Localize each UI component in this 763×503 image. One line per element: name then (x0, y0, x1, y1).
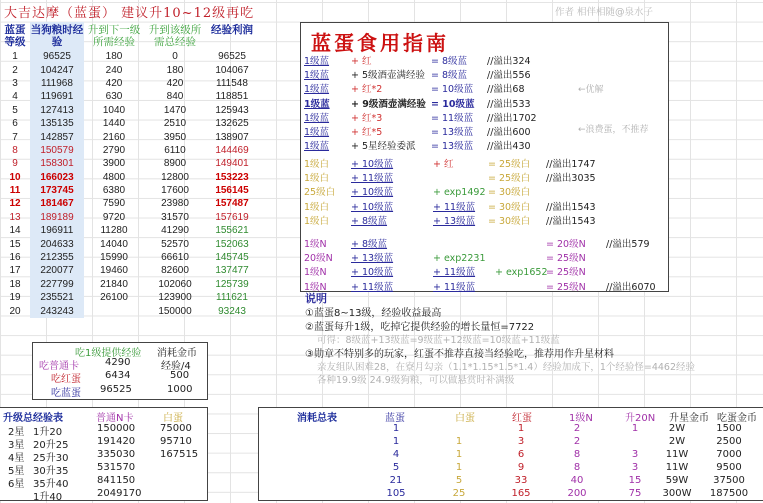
consume-red-cell: 1 (517, 423, 525, 434)
profit-cell: 156145 (215, 185, 249, 197)
guide-n-result: = 25级N (546, 253, 586, 265)
guide-blue-material: + 红*2 (351, 84, 383, 96)
guide-blue-material: + 红 (351, 56, 372, 67)
total-exp-cell: 41290 (161, 225, 189, 237)
consume-n1-cell: 2 (573, 423, 581, 434)
consume-white-cell: 1 (455, 436, 463, 447)
upgrade-n-exp: 335030 (97, 449, 136, 460)
consume-header-n1: 1级N (569, 413, 593, 424)
fodder-exp-cell: 235521 (30, 291, 84, 304)
coin-row-label: 吃普通卡 (39, 361, 79, 372)
consume-star-coin-cell: 11W (665, 462, 689, 473)
level-cell: 9 (12, 158, 18, 170)
profit-cell: 96525 (218, 51, 246, 63)
total-exp-cell: 1470 (163, 104, 187, 116)
guide-white-base: 1级白 (304, 201, 330, 213)
consume-header-star-coin: 升星金币 (669, 413, 709, 424)
consume-eat-coin-cell: 2500 (716, 436, 742, 447)
guide-blue-overflow: //溢出430 (487, 141, 531, 153)
guide-white-base: 1级白 (304, 159, 330, 170)
coin-row-label: 吃红蛋 (51, 374, 81, 385)
consume-header-eat-coin: 吃蛋金币 (717, 413, 757, 424)
coin-header-coin: 消耗金币 (157, 348, 197, 359)
guide-blue-material: + 红*5 (351, 127, 383, 138)
consume-star-coin-cell: 2W (668, 436, 686, 447)
guide-white-material-1: + 10级蓝 (351, 201, 394, 213)
upgrade-range: 20升25 (33, 440, 69, 451)
fodder-exp-cell: 104247 (30, 63, 84, 76)
consume-blue-cell: 105 (386, 488, 406, 499)
guide-blue-overflow: //溢出324 (487, 56, 531, 67)
next-exp-cell: 2790 (102, 144, 126, 156)
fodder-exp-cell: 135135 (30, 117, 84, 130)
consume-eat-coin-cell: 37500 (713, 475, 745, 486)
guide-white-material-2: + 11级蓝 (433, 201, 476, 213)
consume-n20-cell: 3 (631, 462, 639, 473)
guide-white-material-1: + 10级蓝 (351, 159, 394, 170)
upgrade-n-exp: 150000 (97, 423, 136, 434)
guide-n-result: = 25级N (546, 267, 586, 279)
guide-n-material-1: + 13级蓝 (351, 253, 394, 265)
total-exp-cell: 23980 (161, 198, 189, 210)
guide-blue-overflow: //溢出1702 (487, 112, 537, 124)
next-exp-cell: 11280 (100, 225, 128, 237)
consume-star-coin-cell: 11W (665, 449, 689, 460)
consume-blue-cell: 5 (392, 462, 400, 473)
upgrade-header-n: 普通N卡 (96, 413, 134, 424)
next-exp-cell: 14040 (100, 238, 128, 250)
level-cell: 10 (9, 171, 21, 183)
consume-n20-cell: 75 (628, 488, 642, 499)
level-cell: 11 (9, 185, 21, 197)
total-exp-cell: 3950 (163, 131, 187, 143)
guide-n-result: = 20级N (546, 239, 586, 250)
guide-n-material-1: + 8级蓝 (351, 239, 388, 250)
guide-title: 蓝蛋食用指南 (311, 31, 449, 55)
profit-cell: 157487 (215, 198, 249, 210)
explain-line-2b: 可得：8级蓝+13级蓝=9级蓝+12级蓝=10级蓝+11级蓝 (317, 335, 560, 346)
fodder-exp-cell: 204633 (30, 237, 84, 250)
total-exp-cell: 52570 (161, 238, 189, 250)
guide-n-base: 1级N (304, 267, 327, 279)
coin-row-exp: 4290 (105, 357, 131, 368)
total-exp-cell: 12800 (161, 171, 189, 183)
total-exp-cell: 420 (166, 77, 184, 89)
next-exp-cell: 21840 (100, 278, 128, 290)
consume-eat-coin-cell: 7000 (716, 449, 742, 460)
next-exp-cell: 2160 (102, 131, 126, 143)
fodder-exp-cell: 173745 (30, 184, 84, 197)
guide-blue-material: + 红*3 (351, 112, 383, 124)
fodder-exp-cell: 166023 (30, 171, 84, 184)
profit-cell: 155621 (215, 225, 249, 237)
total-exp-cell: 150000 (158, 305, 192, 317)
next-exp-cell: 26100 (100, 292, 128, 304)
next-exp-cell: 3900 (102, 158, 126, 170)
guide-blue-material: + 5星经验委派 (351, 141, 416, 153)
guide-white-material-1: + 10级蓝 (351, 187, 394, 199)
consume-blue-cell: 1 (392, 436, 400, 447)
guide-n-base: 1级N (304, 281, 327, 293)
next-exp-cell: 420 (105, 77, 123, 89)
profit-cell: 111548 (216, 77, 248, 89)
coin-row-exp: 96525 (100, 384, 132, 395)
level-cell: 15 (9, 238, 21, 250)
upgrade-white-exp: 95710 (160, 436, 192, 447)
consume-n20-cell: 1 (631, 423, 639, 434)
total-exp-cell: 2510 (163, 118, 187, 130)
coin-header-exp: 吃1级提供经验 (75, 348, 142, 359)
fodder-exp-cell: 150579 (30, 144, 84, 157)
next-exp-cell: 630 (105, 91, 123, 103)
consume-white-cell: 25 (452, 488, 466, 499)
guide-blue-base: 1级蓝 (304, 84, 330, 96)
consume-white-cell: 5 (455, 475, 463, 486)
guide-blue-base: 1级蓝 (304, 98, 330, 110)
consume-red-cell: 165 (511, 488, 531, 499)
table-row (0, 278, 258, 291)
next-exp-cell: 240 (105, 64, 123, 76)
consume-eat-coin-cell: 1500 (716, 423, 742, 434)
table-row (0, 90, 258, 103)
table-row (0, 104, 258, 117)
guide-white-result: = 25级白 (488, 159, 531, 170)
sheet-title: 大吉达摩（蓝蛋） 建议升10~12级再吃 (4, 6, 255, 21)
explain-line-3c: 各种19.9级 24.9级狗粮，可以做悬赏时补满级 (317, 375, 515, 386)
profit-cell: 157619 (215, 211, 249, 223)
consume-header-white: 白蛋 (455, 413, 475, 424)
consume-eat-coin-cell: 9500 (716, 462, 742, 473)
guide-blue-overflow: //溢出556 (487, 70, 531, 82)
coin-row-exp: 6434 (105, 370, 131, 381)
col-header-profit: 经验利润 (211, 24, 253, 36)
guide-white-result: = 30级白 (488, 215, 531, 227)
consume-blue-cell: 4 (392, 449, 400, 460)
profit-cell: 149401 (215, 158, 249, 170)
guide-n-overflow: //溢出6070 (606, 281, 656, 293)
guide-blue-result: = 13级蓝 (431, 127, 474, 138)
upgrade-star: 6星 (8, 479, 25, 490)
col-header-fodder-exp: 当狗粮时经验 (30, 24, 84, 48)
guide-blue-base: 1级蓝 (304, 127, 330, 138)
next-exp-cell: 9720 (102, 211, 126, 223)
guide-white-material-1: + 11级蓝 (351, 173, 394, 185)
table-row (0, 130, 258, 143)
upgrade-title: 升级总经验表 (3, 413, 63, 424)
fodder-exp-cell: 227799 (30, 278, 84, 291)
guide-white-overflow: //溢出1543 (546, 201, 596, 213)
level-cell: 16 (9, 252, 21, 264)
guide-n-base: 1级N (304, 239, 327, 250)
note-best: ←优解 (578, 85, 604, 95)
consume-white-cell: 1 (455, 449, 463, 460)
next-exp-cell (84, 304, 144, 317)
consume-blue-cell: 1 (392, 423, 400, 434)
total-exp-cell: 123900 (158, 292, 192, 304)
consume-header-n20: 升20N (625, 413, 656, 424)
guide-n-material-2: + 11级蓝 (433, 267, 476, 279)
fodder-exp-cell: 111968 (30, 77, 84, 90)
level-cell: 13 (9, 211, 21, 223)
consume-title: 消耗总表 (297, 413, 337, 424)
level-cell: 6 (12, 118, 18, 130)
guide-white-overflow: //溢出1747 (546, 159, 596, 170)
next-exp-cell: 4800 (102, 171, 126, 183)
level-cell: 12 (9, 198, 21, 210)
guide-n-material-2: + 11级蓝 (433, 281, 476, 293)
guide-white-base: 1级白 (304, 173, 330, 185)
table-row (0, 63, 258, 76)
consume-n20-cell: 3 (631, 449, 639, 460)
guide-blue-overflow: //溢出533 (487, 98, 531, 110)
upgrade-n-exp: 531570 (97, 462, 136, 473)
total-exp-cell: 180 (166, 64, 184, 76)
guide-white-material-2: + 红 (433, 159, 454, 170)
profit-cell: 111621 (216, 292, 248, 304)
upgrade-star: 3星 (8, 440, 25, 451)
table-row (0, 251, 258, 264)
table-row (0, 304, 258, 317)
fodder-exp-cell: 119691 (30, 90, 84, 103)
guide-blue-result: = 8级蓝 (431, 56, 468, 67)
next-exp-cell: 6380 (102, 185, 126, 197)
guide-white-material-2: + exp1492 (433, 187, 486, 199)
level-cell: 19 (9, 292, 21, 304)
consume-n20-cell: 15 (628, 475, 642, 486)
upgrade-white-exp: 75000 (160, 423, 192, 434)
upgrade-n-exp: 191420 (97, 436, 136, 447)
col-header-next-exp: 升到下一级所需经验 (87, 24, 141, 48)
guide-n-material-1: + 11级蓝 (351, 281, 394, 293)
guide-n-material-1: + 10级蓝 (351, 267, 394, 279)
profit-cell: 153223 (215, 171, 249, 183)
guide-blue-material: + 9级酒壶满经验 (351, 98, 426, 110)
level-cell: 20 (9, 305, 21, 317)
upgrade-white-exp: 167515 (160, 449, 199, 460)
consume-red-cell: 6 (517, 449, 525, 460)
guide-white-overflow: //溢出1543 (546, 215, 596, 227)
total-exp-cell: 31570 (161, 211, 189, 223)
coin-row-coin: 500 (170, 370, 190, 381)
explain-line-1: ①蓝蛋8~13级，经验收益最高 (305, 308, 442, 319)
next-exp-cell: 1440 (102, 118, 126, 130)
table-row (0, 224, 258, 237)
upgrade-range: 25升30 (33, 453, 69, 464)
guide-white-base: 25级白 (304, 187, 336, 199)
fodder-exp-cell: 220077 (30, 264, 84, 277)
guide-white-material-1: + 8级蓝 (351, 215, 388, 227)
fodder-exp-cell: 181467 (30, 197, 84, 210)
guide-blue-result: = 13级蓝 (431, 141, 474, 153)
explain-line-3b: 亲友组队困难28，在寮月勾亲（1.1*1.15*1.5*1.4）经验加成下，1个经验怪=4462经验 (317, 362, 695, 373)
level-cell: 8 (12, 144, 18, 156)
guide-n-material-2: + exp2231 (433, 253, 486, 265)
upgrade-star: 5星 (8, 466, 25, 477)
level-cell: 2 (12, 64, 18, 76)
guide-blue-result: = 11级蓝 (431, 112, 474, 124)
total-exp-cell: 8900 (163, 158, 187, 170)
consume-n1-cell: 8 (573, 449, 581, 460)
exp-coin-box (32, 342, 208, 400)
profit-cell: 137477 (215, 265, 249, 277)
next-exp-cell: 1040 (102, 104, 126, 116)
profit-cell: 138907 (215, 131, 249, 143)
upgrade-header-white: 白蛋 (163, 413, 183, 424)
next-exp-cell: 19460 (100, 265, 128, 277)
consume-n1-cell: 200 (567, 488, 587, 499)
level-cell: 18 (9, 278, 21, 290)
consume-eat-coin-cell: 187500 (709, 488, 749, 499)
upgrade-range: 30升35 (33, 466, 69, 477)
upgrade-star: 4星 (8, 453, 25, 464)
guide-blue-result: = 10级蓝 (431, 84, 474, 96)
upgrade-n-exp: 2049170 (97, 488, 142, 499)
level-cell: 14 (9, 225, 21, 237)
upgrade-exp-table (0, 407, 208, 501)
guide-blue-overflow: //溢出600 (487, 127, 531, 138)
next-exp-cell: 180 (105, 51, 123, 63)
level-cell: 5 (12, 104, 18, 116)
table-row (0, 77, 258, 90)
guide-blue-base: 1级蓝 (304, 112, 330, 124)
level-cell: 7 (12, 131, 18, 143)
total-exp-cell: 0 (172, 51, 178, 63)
fodder-exp-cell: 142857 (30, 130, 84, 143)
level-cell: 4 (12, 91, 18, 103)
consume-red-cell: 3 (517, 436, 525, 447)
consume-n1-cell: 40 (570, 475, 584, 486)
upgrade-range: 1升20 (33, 427, 63, 438)
guide-blue-base: 1级蓝 (304, 141, 330, 153)
level-cell: 3 (12, 77, 18, 89)
guide-white-result: = 30级白 (488, 201, 531, 213)
coin-header-coin-sub: 经验/4 (161, 361, 191, 372)
upgrade-star: 2星 (8, 427, 25, 438)
profit-cell: 145745 (215, 252, 249, 264)
coin-row-label: 吃蓝蛋 (51, 388, 81, 399)
profit-cell: 152063 (215, 238, 249, 250)
guide-white-material-2: + 13级蓝 (433, 215, 476, 227)
level-cell: 1 (12, 51, 18, 63)
profit-cell: 118851 (215, 91, 249, 103)
profit-cell: 125943 (215, 104, 249, 116)
fodder-exp-cell: 212355 (30, 251, 84, 264)
fodder-exp-cell: 96525 (30, 50, 84, 63)
explain-heading: 说明 (305, 292, 327, 305)
table-row (0, 117, 258, 130)
profit-cell: 93243 (218, 305, 246, 317)
table-row (0, 264, 258, 277)
table-row (0, 211, 258, 224)
guide-white-base: 1级白 (304, 215, 330, 227)
guide-white-result: = 30级白 (488, 187, 531, 199)
total-exp-cell: 17600 (161, 185, 189, 197)
consume-blue-cell: 21 (389, 475, 403, 486)
table-row (0, 171, 258, 184)
total-exp-cell: 840 (166, 91, 184, 103)
guide-white-overflow: //溢出3035 (546, 173, 596, 185)
profit-cell: 104067 (215, 64, 249, 76)
guide-n-material-3: + exp1652 (495, 267, 548, 279)
author-credit: 作者 相伴相随@泉水子 (555, 7, 654, 18)
fodder-exp-cell: 243243 (30, 304, 84, 317)
guide-blue-result: = 8级蓝 (431, 70, 468, 82)
explain-line-2: ②蓝蛋每升1级，吃掉它提供经验的增长量恒=7722 (305, 322, 535, 333)
explain-line-3: ③勋章不特别多的玩家，红蛋不推荐直接当经验吃，推荐用作升星材料 (305, 349, 614, 360)
consume-n1-cell: 8 (573, 462, 581, 473)
total-exp-cell: 82600 (161, 265, 189, 277)
consume-header-blue: 蓝蛋 (385, 413, 405, 424)
consume-n1-cell: 2 (573, 436, 581, 447)
fodder-exp-cell: 158301 (30, 157, 84, 170)
consumption-table (258, 407, 763, 501)
table-row (0, 237, 258, 250)
coin-row-coin: 1000 (167, 384, 193, 395)
fodder-exp-cell: 189189 (30, 211, 84, 224)
guide-blue-overflow: //溢出68 (487, 84, 525, 96)
consume-white-cell: 1 (455, 462, 463, 473)
note-waste: ←浪费蛋，不推荐 (578, 125, 649, 135)
profit-cell: 144469 (215, 144, 249, 156)
next-exp-cell: 15990 (100, 252, 128, 264)
consume-red-cell: 9 (517, 462, 525, 473)
guide-n-result: = 25级N (546, 281, 586, 293)
table-row (0, 144, 258, 157)
fodder-exp-cell: 127413 (30, 104, 84, 117)
blue-egg-level-table (0, 22, 258, 318)
table-row (0, 184, 258, 197)
profit-cell: 125739 (215, 278, 249, 290)
guide-n-overflow: //溢出579 (606, 239, 650, 250)
upgrade-range: 1升40 (33, 492, 63, 503)
consume-red-cell: 33 (514, 475, 528, 486)
guide-blue-material: + 5级酒壶满经验 (351, 70, 426, 82)
guide-box (300, 22, 669, 292)
consume-star-coin-cell: 300W (662, 488, 692, 499)
upgrade-n-exp: 841150 (97, 475, 136, 486)
fodder-exp-cell: 196911 (30, 224, 84, 237)
consume-header-red: 红蛋 (512, 413, 532, 424)
total-exp-cell: 66610 (161, 252, 189, 264)
consume-star-coin-cell: 2W (668, 423, 686, 434)
guide-white-result: = 25级白 (488, 173, 531, 185)
guide-n-base: 20级N (304, 253, 333, 265)
total-exp-cell: 6110 (164, 144, 186, 156)
table-row (0, 291, 258, 304)
col-header-level: 蓝蛋等级 (4, 24, 26, 48)
next-exp-cell: 7590 (102, 198, 126, 210)
guide-blue-base: 1级蓝 (304, 70, 330, 82)
upgrade-range: 35升40 (33, 479, 69, 490)
table-row (0, 197, 258, 210)
table-row (0, 50, 258, 63)
guide-blue-result: = 10级蓝 (431, 98, 475, 110)
profit-cell: 132625 (215, 118, 249, 130)
table-row (0, 157, 258, 170)
guide-blue-base: 1级蓝 (304, 56, 330, 67)
level-cell: 17 (9, 265, 21, 277)
col-header-total-exp: 升到该级所需总经验 (148, 24, 202, 48)
consume-star-coin-cell: 59W (665, 475, 689, 486)
total-exp-cell: 102060 (158, 278, 192, 290)
